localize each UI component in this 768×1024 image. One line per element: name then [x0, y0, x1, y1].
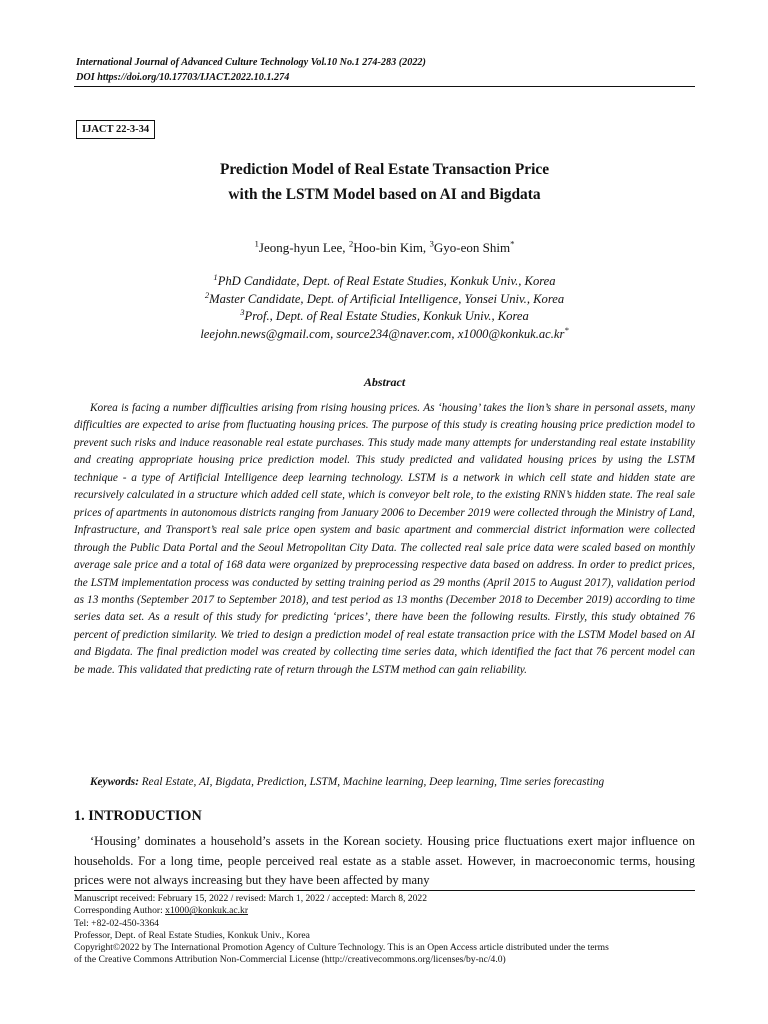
author-emails — [74, 326, 695, 344]
author-list — [74, 239, 695, 257]
author-position: Professor, Dept. of Real Estate Studies, Konkuk Univ., Korea — [74, 929, 310, 941]
corresponding-author — [74, 905, 695, 917]
footnotes — [74, 893, 695, 967]
manuscript-dates: Manuscript received: February 15, 2022 / revised: March 1, 2022 / accepted: March 8, 2022 — [74, 893, 427, 904]
copyright-line-2: of the Creative Commons Attribution Non-Commercial License (http://creativecommons.org/licenses/by-nc/4.0) — [74, 954, 506, 966]
telephone: Tel: +82-02-450-3364 — [74, 917, 159, 929]
title-line-2: with the LSTM Model based on AI and Bigdata — [228, 186, 541, 203]
corresponding-mark: * — [510, 238, 515, 249]
affiliation-1 — [74, 273, 695, 291]
author-name-1: Jeong-hyun Lee, — [258, 240, 349, 255]
affiliations — [74, 273, 695, 343]
keywords-label: Keywords: — [90, 776, 139, 788]
author-name-2: Hoo-bin Kim, — [353, 240, 430, 255]
affiliation-text-1: PhD Candidate, Dept. of Real Estate Studies, Konkuk Univ., Korea — [217, 274, 556, 288]
corresponding-label: Corresponding Author: — [74, 905, 166, 917]
affiliation-mark-1: 1 — [213, 271, 218, 282]
footnote-rule — [74, 890, 695, 891]
journal-citation: International Journal of Advanced Culture Technology Vol.10 No.1 274-283 (2022) — [76, 57, 426, 68]
affiliation-2 — [74, 291, 695, 309]
author-mark-2: 2 — [348, 238, 354, 249]
abstract-text: Korea is facing a number difficulties arising from rising housing prices. As ‘housing’ takes the lion’s share in personal assets, many difficulties are expected to arise from fluctuating housing prices. The purpose of this study is creating housing price prediction model to prevent such risks and induce reasonable real estate purchases. This study made many attempts for understanding real estate instability and creating appropriate housing price prediction model. This study predicted and validated housing prices by using the LSTM technique - a type of Artificial Intelligence deep learning technology. LSTM is a network in which cell state and hidden state are recursively calculated in a structure which added cell state, which is conveyor belt role, to the existing RNN’s hidden state. The real sale prices of apartments in autonomous districts ranging from January 2006 to December 2019 were collected through the Ministry of Land, Infrastructure, and Transport’s real sale price open system and basic apartment and commercial district information were collected through the Public Data Portal and the Seoul Metropolitan City Data. The collected real sale price data were scaled based on monthly average sale price and a total of 168 data were organized by preprocessing respective data based on address. In order to predict prices, the LSTM implementation process was conducted by setting training period as 29 months (April 2015 to August 2017), validation period as 13 months (September 2017 to September 2018), and test period as 13 months (December 2018 to December 2019) according to time series data set. As a result of this study for predicting ‘prices’, there have been the following results. Firstly, this study obtained 76 percent of prediction similarity. We tried to design a prediction model of real estate transaction price with the LSTM Model based on AI and Bigdata. The final prediction model was created by collecting time series data, which identified the fact that 76 percent model can be made. This validated that predicting rate of return through the LSTM method can gain reliability. — [74, 402, 695, 676]
keywords — [74, 774, 695, 790]
author-name-3: Gyo-eon Shim — [433, 240, 511, 255]
header-rule — [74, 86, 695, 87]
doi-line: DOI https://doi.org/10.17703/IJACT.2022.10.1.274 — [76, 72, 290, 83]
introduction-text: ‘Housing’ dominates a household’s assets in the Korean society. Housing price fluctuations exert major influence on households. For a long time, people perceived real estate as a stable asset. However, in macroeconomic terms, housing prices were not always increasing but they have been affected by many — [74, 834, 695, 887]
paper-title — [74, 157, 695, 207]
author-mark-3: 3 — [429, 238, 434, 249]
affiliation-3 — [74, 308, 695, 326]
paper-code-badge: IJACT 22-3-34 — [76, 120, 155, 139]
emails-mark: * — [564, 324, 569, 335]
copyright-line-1: Copyright©2022 by The International Promotion Agency of Culture Technology. This is an Open Access article distributed under the terms — [74, 942, 609, 954]
corresponding-email-link[interactable]: x1000@konkuk.ac.kr — [165, 905, 249, 917]
affiliation-mark-2: 2 — [204, 289, 210, 300]
affiliation-text-2: Master Candidate, Dept. of Artificial Intelligence, Yonsei Univ., Korea — [209, 291, 565, 306]
abstract-heading: Abstract — [363, 375, 406, 389]
emails-text: leejohn.news@gmail.com, source234@naver.com, x1000@konkuk.ac.kr — [200, 326, 565, 341]
author-mark-1: 1 — [254, 238, 259, 249]
keywords-text: Real Estate, AI, Bigdata, Prediction, LSTM, Machine learning, Deep learning, Time series forecasting — [138, 776, 605, 788]
affiliation-text-3: Prof., Dept. of Real Estate Studies, Konkuk Univ., Korea — [244, 309, 529, 324]
affiliation-mark-3: 3 — [240, 307, 245, 317]
introduction-heading: 1. INTRODUCTION — [74, 808, 202, 824]
journal-header — [76, 55, 696, 85]
title-line-1: Prediction Model of Real Estate Transaction Price — [219, 161, 550, 178]
